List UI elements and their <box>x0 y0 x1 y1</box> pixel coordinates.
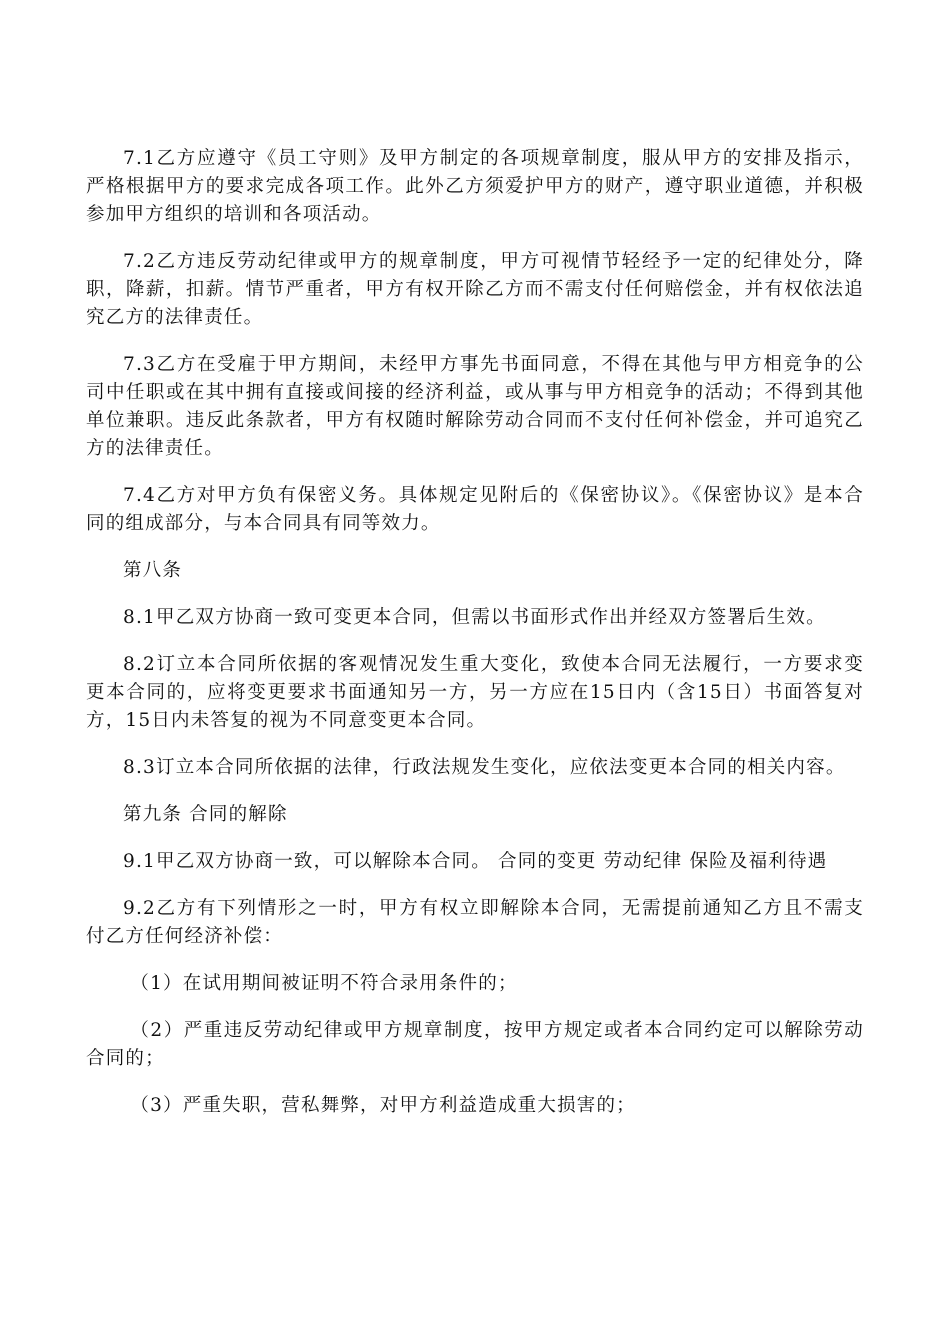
list-item-3: （3）严重失职，营私舞弊，对甲方利益造成重大损害的； <box>130 1095 636 1116</box>
clause-8-2: 8.2订立本合同所依据的客观情况发生重大变化，致使本合同无法履行，一方要求变更本合同的，应将变更要求书面通知另一方，另一方应在15日内（含15日）书面答复对方，15日内未答复的视为不同意变更本合同。 <box>86 654 864 731</box>
article-9-heading: 第九条 合同的解除 <box>123 804 288 825</box>
document-body <box>86 145 864 1139</box>
list-item-2: （2）严重违反劳动纪律或甲方规章制度，按甲方规定或者本合同约定可以解除劳动合同的； <box>86 1020 864 1069</box>
clause-9-2: 9.2乙方有下列情形之一时，甲方有权立即解除本合同，无需提前通知乙方且不需支付乙方任何经济补偿： <box>86 898 864 947</box>
clause-8-3: 8.3订立本合同所依据的法律，行政法规发生变化，应依法变更本合同的相关内容。 <box>123 757 846 778</box>
clause-9-1: 9.1甲乙双方协商一致，可以解除本合同。 合同的变更 劳动纪律 保险及福利待遇 <box>123 851 828 872</box>
clause-7-4: 7.4乙方对甲方负有保密义务。具体规定见附后的《保密协议》。《保密协议》是本合同的组成部分，与本合同具有同等效力。 <box>86 485 864 534</box>
article-8-heading: 第八条 <box>123 560 183 581</box>
clause-7-3: 7.3乙方在受雇于甲方期间，未经甲方事先书面同意，不得在其他与甲方相竞争的公司中任职或在其中拥有直接或间接的经济利益，或从事与甲方相竞争的活动；不得到其他单位兼职。违反此条款者，甲方有权随时解除劳动合同而不支付任何补偿金，并可追究乙方的法律责任。 <box>86 354 864 459</box>
clause-7-1: 7.1乙方应遵守《员工守则》及甲方制定的各项规章制度，服从甲方的安排及指示，严格根据甲方的要求完成各项工作。此外乙方须爱护甲方的财产，遵守职业道德，并积极参加甲方组织的培训和各项活动。 <box>86 148 864 225</box>
clause-8-1: 8.1甲乙双方协商一致可变更本合同，但需以书面形式作出并经双方签署后生效。 <box>123 607 826 628</box>
clause-7-2: 7.2乙方违反劳动纪律或甲方的规章制度，甲方可视情节轻经予一定的纪律处分，降职，降薪，扣薪。情节严重者，甲方有权开除乙方而不需支付任何赔偿金，并有权依法追究乙方的法律责任。 <box>86 251 864 328</box>
list-item-1: （1）在试用期间被证明不符合录用条件的； <box>130 973 518 994</box>
